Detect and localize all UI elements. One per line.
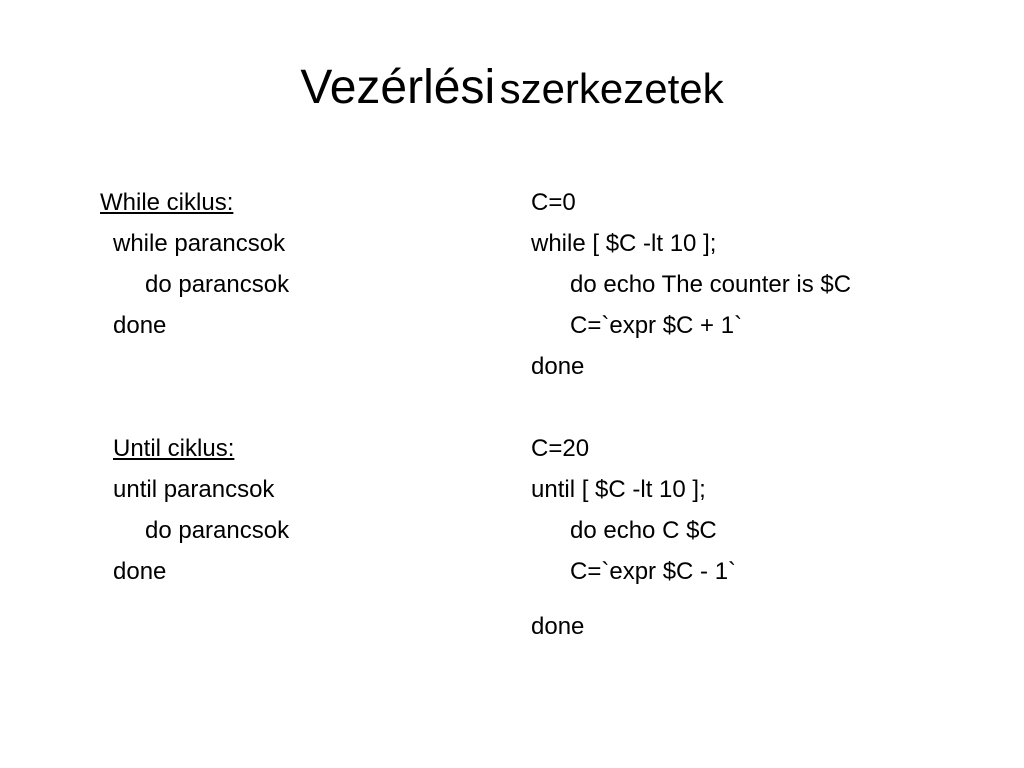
while-syntax-line: done xyxy=(113,312,167,339)
until-code-line: do echo C $C xyxy=(570,517,717,544)
slide-title xyxy=(0,61,1024,114)
while-code-line: C=`expr $C + 1` xyxy=(570,312,743,339)
while-code-line: do echo The counter is $C xyxy=(570,271,852,298)
while-code-line: C=0 xyxy=(531,189,576,216)
until-code-line: until [ $C -lt 10 ]; xyxy=(531,476,706,503)
until-syntax-line: do parancsok xyxy=(145,517,290,544)
until-code-line: C=20 xyxy=(531,435,590,462)
title-main: Vezérlési xyxy=(300,61,496,114)
until-syntax-line: done xyxy=(113,558,167,585)
until-code-line: C=`expr $C - 1` xyxy=(570,558,737,585)
while-syntax-line: do parancsok xyxy=(145,271,290,298)
until-code-line: done xyxy=(531,613,585,640)
title-sub: szerkezetek xyxy=(499,65,724,112)
until-heading: Until ciklus: xyxy=(113,435,235,462)
while-code-line: done xyxy=(531,353,585,380)
until-syntax-line: until parancsok xyxy=(113,476,275,503)
while-syntax-line: while parancsok xyxy=(113,230,286,257)
while-code-line: while [ $C -lt 10 ]; xyxy=(531,230,717,257)
while-heading: While ciklus: xyxy=(100,189,234,216)
